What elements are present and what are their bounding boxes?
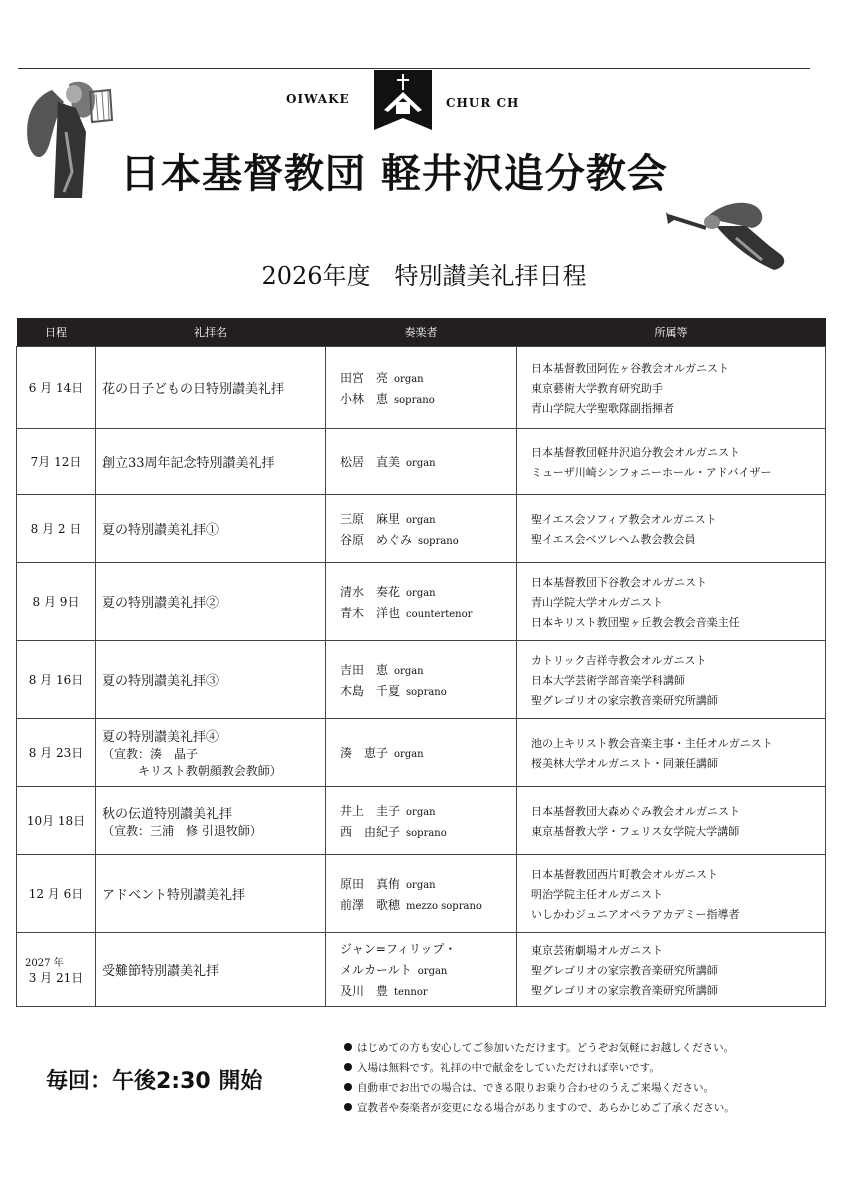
affiliation: 東京藝術大学教育研究助手	[531, 381, 663, 395]
affiliation-cell	[517, 495, 826, 563]
note-item: 自動車でお出での場合は、できる限りお乗り合わせのうえご来場ください。	[344, 1078, 824, 1098]
table-row	[17, 563, 826, 641]
performers-cell	[326, 641, 517, 719]
table-header-row	[17, 318, 826, 347]
affiliation: 日本基督教団大森めぐみ教会オルガニスト	[531, 804, 740, 818]
service-title	[96, 787, 326, 855]
preacher-note-cont: キリスト教朝顔教会教師）	[138, 764, 282, 778]
bullet-icon	[344, 1063, 352, 1071]
date-cell: 12 月 6日	[17, 855, 96, 933]
performer: 谷原 めぐみ soprano	[340, 532, 459, 547]
performer: 木島 千夏 soprano	[340, 683, 447, 698]
bullet-icon	[344, 1043, 352, 1051]
service-title: 夏の特別讃美礼拝③	[96, 641, 326, 719]
logo-left-text: OIWAKE	[286, 92, 350, 106]
date-year: 2027 年	[25, 957, 64, 969]
table-row	[17, 429, 826, 495]
performer: 湊 恵子 organ	[340, 746, 424, 760]
affiliation: ミューザ川崎シンフォニーホール・アドバイザー	[531, 465, 772, 479]
affiliation: 日本キリスト教団聖ヶ丘教会教会音楽主任	[531, 615, 740, 629]
affiliation-cell	[517, 787, 826, 855]
service-title: 夏の特別讃美礼拝②	[96, 563, 326, 641]
affiliation-cell	[517, 933, 826, 1007]
affiliation: 聖グレゴリオの家宗教音楽研究所講師	[531, 963, 718, 977]
start-time: 毎回：午後2:30 開始	[46, 1069, 263, 1094]
performers-cell	[326, 933, 517, 1007]
column-header-service: 礼拝名	[96, 318, 326, 347]
affiliation-cell	[517, 347, 826, 429]
schedule-subtitle: 2026年度 特別讃美礼拝日程	[261, 262, 587, 290]
performers-cell	[326, 719, 517, 787]
service-title: 夏の特別讃美礼拝①	[96, 495, 326, 563]
column-header-performers: 奏楽者	[326, 318, 517, 347]
note-item: 入場は無料です。礼拝の中で献金をしていただければ幸いです。	[344, 1058, 824, 1078]
affiliation-cell	[517, 719, 826, 787]
affiliation: カトリック吉祥寺教会オルガニスト	[531, 653, 707, 667]
date-day: 3 月 21日	[28, 970, 84, 985]
date-cell: 7月 12日	[17, 429, 96, 495]
angel-harp-icon	[14, 72, 124, 202]
service-title: 受難節特別讃美礼拝	[96, 933, 326, 1007]
table-row	[17, 719, 826, 787]
affiliation: 青山学院大学聖歌隊副指揮者	[531, 401, 674, 415]
affiliation: 日本基督教団軽井沢追分教会オルガニスト	[531, 445, 740, 459]
performer: 小林 恵 soprano	[340, 391, 435, 406]
performer: 井上 圭子 organ	[340, 803, 436, 818]
performer: 西 由紀子 soprano	[340, 824, 447, 839]
preacher-note: （宣教：三浦 修 引退牧師）	[102, 823, 262, 838]
table-row	[17, 855, 826, 933]
top-rule	[18, 68, 810, 69]
schedule-table	[16, 318, 826, 1007]
date-cell: 10月 18日	[17, 787, 96, 855]
preacher-note: （宣教：湊 晶子	[102, 747, 199, 761]
table-row	[17, 787, 826, 855]
notes-list	[344, 1038, 824, 1118]
column-header-date: 日程	[17, 318, 96, 347]
affiliation-cell	[517, 641, 826, 719]
affiliation-cell	[517, 855, 826, 933]
date-cell: 8 月 9日	[17, 563, 96, 641]
column-header-affiliation: 所属等	[517, 318, 826, 347]
service-title: 創立33周年記念特別讃美礼拝	[96, 429, 326, 495]
affiliation: 聖イエス会ソフィア教会オルガニスト	[531, 512, 717, 526]
bullet-icon	[344, 1103, 352, 1111]
affiliation: 青山学院大学オルガニスト	[531, 595, 663, 609]
affiliation: 日本大学芸術学部音楽学科講師	[531, 673, 685, 687]
table-row	[17, 933, 826, 1007]
performers-cell	[326, 563, 517, 641]
performer: 原田 真侑 organ	[340, 876, 436, 891]
note-item: はじめての方も安心してご参加いただけます。どうぞお気軽にお越しください。	[344, 1038, 824, 1058]
performers-cell	[326, 495, 517, 563]
church-logo-icon	[372, 70, 434, 130]
bullet-icon	[344, 1083, 352, 1091]
performers-cell	[326, 787, 517, 855]
service-title-main: 夏の特別讃美礼拝④	[102, 730, 220, 745]
table-row	[17, 641, 826, 719]
affiliation: 池の上キリスト教会音楽主事・主任オルガニスト	[531, 736, 773, 750]
note-item: 宣教者や奏楽者が変更になる場合がありますので、あらかじめご了承ください。	[344, 1098, 824, 1118]
church-name: 日本基督教団 軽井沢追分教会	[120, 151, 668, 197]
affiliation: 桜美林大学オルガニスト・同兼任講師	[531, 756, 718, 770]
performers-cell	[326, 855, 517, 933]
performer: ジャン=フィリップ・	[340, 942, 457, 956]
date-cell: 8 月 23日	[17, 719, 96, 787]
affiliation: 日本基督教団阿佐ヶ谷教会オルガニスト	[531, 361, 729, 375]
affiliation: 聖グレゴリオの家宗教音楽研究所講師	[531, 983, 718, 997]
date-cell: 8 月 2 日	[17, 495, 96, 563]
date-cell: 6 月 14日	[17, 347, 96, 429]
performers-cell	[326, 347, 517, 429]
table-row	[17, 347, 826, 429]
performer: メルカールト organ	[340, 963, 448, 977]
affiliation: 東京芸術劇場オルガニスト	[531, 943, 663, 957]
logo-right-text: CHUR CH	[446, 96, 520, 110]
date-cell	[17, 933, 96, 1007]
affiliation: 東京基督教大学・フェリス女学院大学講師	[531, 824, 740, 838]
performer: 青木 洋也 countertenor	[340, 605, 473, 620]
service-title: 花の日子どもの日特別讃美礼拝	[96, 347, 326, 429]
affiliation-cell	[517, 429, 826, 495]
performer: 松居 直美 organ	[340, 455, 436, 469]
date-cell: 8 月 16日	[17, 641, 96, 719]
performer: 及川 豊 tennor	[340, 984, 428, 998]
affiliation: 聖イエス会ベツレヘム教会教会員	[531, 532, 696, 546]
performer: 吉田 恵 organ	[340, 662, 424, 677]
affiliation: 聖グレゴリオの家宗教音楽研究所講師	[531, 693, 718, 707]
performer: 前澤 歌穂 mezzo soprano	[340, 897, 482, 912]
affiliation: 日本基督教団西片町教会オルガニスト	[531, 867, 718, 881]
service-title	[96, 719, 326, 787]
performer: 清水 奏花 organ	[340, 584, 436, 599]
performer: 三原 麻里 organ	[340, 511, 436, 526]
table-row	[17, 495, 826, 563]
performer: 田宮 亮 organ	[340, 370, 424, 385]
performers-cell	[326, 429, 517, 495]
affiliation: いしかわジュニアオペラアカデミー指導者	[531, 907, 740, 921]
service-title: アドベント特別讃美礼拝	[96, 855, 326, 933]
affiliation: 明治学院主任オルガニスト	[531, 887, 663, 901]
affiliation-cell	[517, 563, 826, 641]
affiliation: 日本基督教団下谷教会オルガニスト	[531, 575, 707, 589]
service-title-main: 秋の伝道特別讃美礼拝	[102, 806, 233, 822]
